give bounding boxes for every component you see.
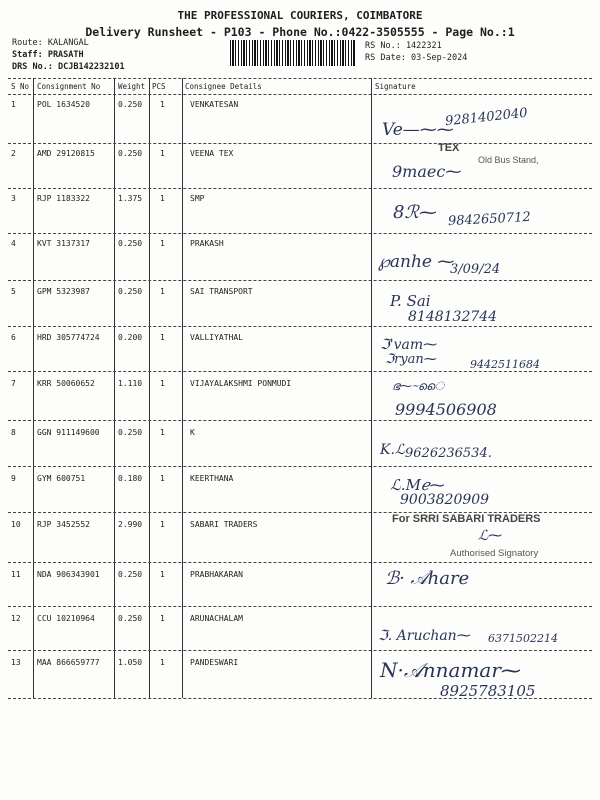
consignment-number: GGN 911149600 xyxy=(37,428,100,437)
pcs-value: 1 xyxy=(160,474,165,483)
serial-number: 9 xyxy=(11,474,16,483)
handwritten-signature: ഭ⁓⁓ൈ xyxy=(392,379,445,393)
pcs-value: 1 xyxy=(160,287,165,296)
consignment-number: GYM 600751 xyxy=(37,474,86,483)
serial-number: 13 xyxy=(11,658,21,667)
table-top-rule xyxy=(8,78,592,79)
signature-phone: 6371502214 xyxy=(488,632,558,645)
weight-value: 0.250 xyxy=(118,614,143,623)
drs-number: DRS No.: DCJB142232101 xyxy=(12,62,125,72)
handwritten-signature: ℒ.Mℯ⁓ xyxy=(390,476,445,494)
weight-value: 1.110 xyxy=(118,379,143,388)
consignee-name: VIJAYALAKSHMI PONMUDI xyxy=(190,379,292,388)
weight-value: 0.250 xyxy=(118,149,143,158)
serial-number: 8 xyxy=(11,428,16,437)
column-header-consignee: Consignee Details xyxy=(185,82,262,91)
serial-number: 11 xyxy=(11,570,21,579)
signature-phone: 9003820909 xyxy=(400,492,490,508)
pcs-value: 1 xyxy=(160,194,165,203)
document-title: THE PROFESSIONAL COURIERS, COIMBATORE xyxy=(177,9,423,22)
consignment-number: RJP 3452552 xyxy=(37,520,90,529)
handwritten-signature: ℑ. Aruchan⁓ xyxy=(378,628,471,644)
consignee-name: KEERTHANA xyxy=(190,474,234,483)
weight-value: 1.375 xyxy=(118,194,143,203)
column-divider xyxy=(371,78,372,698)
weight-value: 0.250 xyxy=(118,570,143,579)
consignee-name: SABARI TRADERS xyxy=(190,520,258,529)
consignee-name: VEENA TEX xyxy=(190,149,234,158)
handwritten-signature: Ve—⁓⁓ xyxy=(382,120,454,140)
signature-phone: 8148132744 xyxy=(408,309,498,325)
signature-phone: 9842650712 xyxy=(447,209,532,230)
row-separator xyxy=(8,420,592,421)
column-header-sno: S No xyxy=(11,82,30,91)
handwritten-signature: ℘anhe ⁓ xyxy=(378,252,455,272)
column-header-consignment: Consignment No xyxy=(37,82,101,91)
consignment-number: HRD 305774724 xyxy=(37,333,100,342)
row-separator xyxy=(8,698,592,699)
handwritten-signature: ℒ⁓ xyxy=(478,528,503,544)
row-separator xyxy=(8,562,592,563)
consignee-name: SAI TRANSPORT xyxy=(190,287,253,296)
weight-value: 0.250 xyxy=(118,287,143,296)
consignment-number: KRR 50060652 xyxy=(37,379,95,388)
consignment-number: MAA 866659777 xyxy=(37,658,100,667)
pcs-value: 1 xyxy=(160,239,165,248)
column-header-signature: Signature xyxy=(375,82,416,91)
serial-number: 1 xyxy=(11,100,16,109)
consignment-number: KVT 3137317 xyxy=(37,239,90,248)
rs-date: RS Date: 03-Sep-2024 xyxy=(365,53,468,63)
handwritten-signature: P. Sai xyxy=(390,292,431,310)
serial-number: 4 xyxy=(11,239,16,248)
staff-label: Staff: PRASATH xyxy=(12,50,84,60)
pcs-value: 1 xyxy=(160,379,165,388)
signature-phone: 9626236534. xyxy=(405,446,492,461)
pcs-value: 1 xyxy=(160,520,165,529)
consignment-number: GPM 5323987 xyxy=(37,287,90,296)
weight-value: 0.200 xyxy=(118,333,143,342)
column-divider xyxy=(33,78,34,698)
route-label: Route: KALANGAL xyxy=(12,38,89,48)
pcs-value: 1 xyxy=(160,100,165,109)
handwritten-signature: 8ℛ⁓ xyxy=(393,202,437,223)
signature-date: 3/09/24 xyxy=(450,262,501,277)
handwritten-signature: ℑryan⁓ xyxy=(385,352,437,367)
consignee-name: PANDESWARI xyxy=(190,658,239,667)
consignee-name: VALLIYATHAL xyxy=(190,333,243,342)
weight-value: 0.180 xyxy=(118,474,143,483)
weight-value: 0.250 xyxy=(118,100,143,109)
signature-phone: 8925783105 xyxy=(440,682,536,700)
barcode-image xyxy=(230,40,356,66)
column-divider xyxy=(182,78,183,698)
pcs-value: 1 xyxy=(160,658,165,667)
signature-phone: 9281402040 xyxy=(444,105,529,130)
handwritten-signature: N·𝒜nnamar⁓ xyxy=(380,658,521,682)
row-separator xyxy=(8,606,592,607)
pcs-value: 1 xyxy=(160,614,165,623)
serial-number: 2 xyxy=(11,149,16,158)
consignee-name: PRABHAKARAN xyxy=(190,570,243,579)
weight-value: 0.250 xyxy=(118,428,143,437)
handwritten-signature: 9maec⁓ xyxy=(392,162,462,181)
rs-number: RS No.: 1422321 xyxy=(365,41,442,51)
consignee-name: K xyxy=(190,428,195,437)
handwritten-signature: ℑ'vam⁓ xyxy=(380,337,438,353)
document-subtitle: Delivery Runsheet - P103 - Phone No.:0422-3505555 - Page No.:1 xyxy=(85,25,515,39)
handwritten-signature: ℬ· 𝒜hare xyxy=(385,568,470,589)
company-stamp: TEX xyxy=(438,142,460,154)
row-separator xyxy=(8,650,592,651)
consignment-number: RJP 1183322 xyxy=(37,194,90,203)
weight-value: 1.050 xyxy=(118,658,143,667)
serial-number: 10 xyxy=(11,520,21,529)
consignment-number: CCU 10210964 xyxy=(37,614,95,623)
serial-number: 12 xyxy=(11,614,21,623)
consignee-name: SMP xyxy=(190,194,205,203)
row-separator xyxy=(8,188,592,189)
stamp-address: Old Bus Stand, xyxy=(478,155,539,165)
weight-value: 0.250 xyxy=(118,239,143,248)
pcs-value: 1 xyxy=(160,570,165,579)
serial-number: 6 xyxy=(11,333,16,342)
column-divider xyxy=(149,78,150,698)
column-header-weight: Weight xyxy=(118,82,146,91)
row-separator xyxy=(8,326,592,327)
handwritten-signature: K.ℒ xyxy=(380,442,405,458)
consignment-number: AMD 29120815 xyxy=(37,149,95,158)
row-separator xyxy=(8,233,592,234)
column-divider xyxy=(114,78,115,698)
company-stamp: For SRRI SABARI TRADERS xyxy=(392,513,541,525)
pcs-value: 1 xyxy=(160,428,165,437)
consignee-name: VENKATESAN xyxy=(190,100,239,109)
weight-value: 2.990 xyxy=(118,520,143,529)
serial-number: 3 xyxy=(11,194,16,203)
column-header-pcs: PCS xyxy=(152,82,166,91)
row-separator xyxy=(8,143,592,144)
pcs-value: 1 xyxy=(160,333,165,342)
serial-number: 5 xyxy=(11,287,16,296)
header-rule xyxy=(8,94,592,95)
row-separator xyxy=(8,371,592,372)
consignee-name: ARUNACHALAM xyxy=(190,614,243,623)
row-separator xyxy=(8,466,592,467)
consignment-number: NDA 906343901 xyxy=(37,570,100,579)
signature-phone: 9442511684 xyxy=(470,358,540,371)
row-separator xyxy=(8,280,592,281)
consignment-number: POL 1634520 xyxy=(37,100,90,109)
signature-phone: 9994506908 xyxy=(395,400,497,419)
stamp-signatory: Authorised Signatory xyxy=(450,548,539,559)
serial-number: 7 xyxy=(11,379,16,388)
pcs-value: 1 xyxy=(160,149,165,158)
consignee-name: PRAKASH xyxy=(190,239,224,248)
